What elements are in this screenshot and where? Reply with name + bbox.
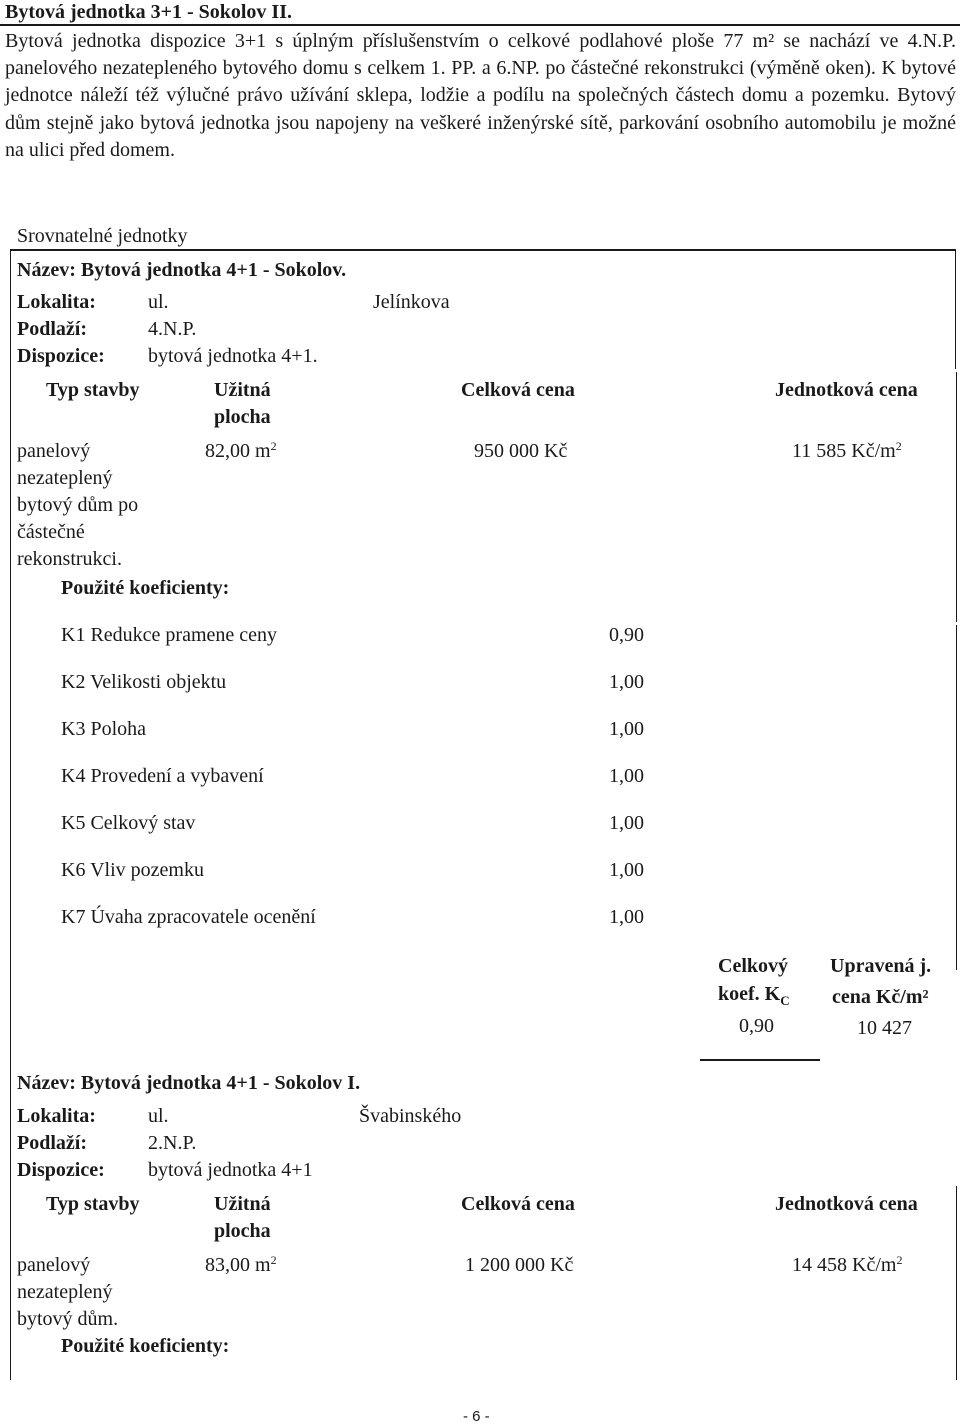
adjusted-price-value: 10 427 xyxy=(857,1017,912,1039)
coef-k3-value: 1,00 xyxy=(609,718,644,740)
unit1-header-celkova: Celková cena xyxy=(461,379,575,401)
unit1-lokalita-street: Jelínkova xyxy=(373,291,450,313)
coef-k3-name: K3 Poloha xyxy=(61,718,146,740)
unit1-jednotkova-value: 11 585 $Kč/m^2$ xyxy=(792,439,902,462)
unit1-plocha-value: 82,00 $m^2$ xyxy=(205,439,277,462)
total-underline xyxy=(700,1059,820,1061)
unit1-celkova-value: 950 000 Kč xyxy=(474,440,568,462)
coef-k6-name: K6 Vliv pozemku xyxy=(61,859,204,881)
unit2-koeficienty-label: Použité koeficienty: xyxy=(61,1335,230,1357)
coef-k7-value: 1,00 xyxy=(609,906,644,928)
unit2-plocha-value: 83,00 $m^2$ xyxy=(205,1253,277,1276)
frame-right-border-lower xyxy=(956,625,957,970)
unit2-celkova-value: 1 200 000 Kč xyxy=(465,1254,574,1276)
section-rule xyxy=(10,249,956,251)
unit1-name: Název: Bytová jednotka 4+1 - Sokolov. xyxy=(17,259,347,281)
unit1-typ-line: bytový dům po xyxy=(17,494,139,516)
unit1-podlazi-value: 4.N.P. xyxy=(148,318,197,340)
unit2-lokalita-prefix: ul. xyxy=(148,1105,169,1127)
unit2-dispozice-value: bytová jednotka 4+1 xyxy=(148,1159,313,1181)
heading-rule xyxy=(0,24,960,26)
frame-right-border-mid xyxy=(956,372,957,622)
coef-k1-name: K1 Redukce pramene ceny xyxy=(61,624,278,646)
unit2-jednotkova-value: 14 458 $Kč/m^2$ xyxy=(792,1253,903,1276)
page-number: - 6 - xyxy=(463,1408,490,1425)
unit1-typ-line: nezateplený xyxy=(17,467,113,489)
coef-k4-name: K4 Provedení a vybavení xyxy=(61,765,264,787)
adjusted-price-label-2: cena Kč/m² xyxy=(832,986,929,1008)
unit2-header-typ: Typ stavby xyxy=(46,1193,140,1215)
unit1-typ-line: částečné xyxy=(17,521,85,543)
coef-k7-name: K7 Úvaha zpracovatele ocenění xyxy=(61,906,316,928)
unit2-lokalita-street: Švabinského xyxy=(359,1105,462,1127)
unit1-lokalita-label: Lokalita: xyxy=(17,291,96,313)
coef-k4-value: 1,00 xyxy=(609,765,644,787)
section-title: Srovnatelné jednotky xyxy=(17,225,188,247)
unit2-typ-line: nezateplený xyxy=(17,1281,113,1303)
coef-k2-name: K2 Velikosti objektu xyxy=(61,671,227,693)
frame-left-border xyxy=(10,249,11,1380)
unit1-dispozice-value: bytová jednotka 4+1. xyxy=(148,345,318,367)
adjusted-price-label-1: Upravená j. xyxy=(830,955,932,977)
page-heading: Bytová jednotka 3+1 - Sokolov II. xyxy=(5,1,292,23)
unit1-header-uzitna: Užitná xyxy=(214,379,271,401)
frame-right-border-top xyxy=(955,249,956,369)
unit1-typ-line: panelový xyxy=(17,440,91,462)
unit2-header-plocha: plocha xyxy=(214,1220,271,1242)
unit2-lokalita-label: Lokalita: xyxy=(17,1105,96,1127)
intro-paragraph: Bytová jednotka dispozice 3+1 s úplným příslušenstvím o celkové podlahové ploše 77 m² se nachází ve 4.N.P. panelového nezatepleného bytového domu s celkem 1. PP. a 6.NP. po částečné rekonstrukci (výměně oken). K bytové jednotce náleží též výlučné právo užívání sklepa, lodžie a podílu na společných částech domu a pozemku. Bytový dům stejně jako bytová jednotka jsou napojeny na veškeré inženýrské sítě, parkování osobního automobilu je možné na ulici před domem. xyxy=(5,30,956,161)
total-coef-label-2: koef. $K_C$ xyxy=(718,983,790,1008)
total-coef-value: 0,90 xyxy=(739,1015,774,1037)
unit1-podlazi-label: Podlaží: xyxy=(17,318,87,340)
unit1-typ-line: rekonstrukci. xyxy=(17,548,122,570)
unit1-header-plocha: plocha xyxy=(214,406,271,428)
unit2-header-jednotkova: Jednotková cena xyxy=(775,1193,918,1215)
unit2-typ-line: panelový xyxy=(17,1254,91,1276)
unit1-dispozice-label: Dispozice: xyxy=(17,345,105,367)
unit2-name: Název: Bytová jednotka 4+1 - Sokolov I. xyxy=(17,1072,361,1094)
unit1-koeficienty-label: Použité koeficienty: xyxy=(61,577,230,599)
unit2-podlazi-label: Podlaží: xyxy=(17,1132,87,1154)
unit1-header-typ: Typ stavby xyxy=(46,379,140,401)
unit2-header-uzitna: Užitná xyxy=(214,1193,271,1215)
coef-k5-name: K5 Celkový stav xyxy=(61,812,196,834)
total-coef-label-1: Celkový xyxy=(718,955,788,977)
unit2-header-celkova: Celková cena xyxy=(461,1193,575,1215)
unit1-header-jednotkova: Jednotková cena xyxy=(775,379,918,401)
unit1-lokalita-prefix: ul. xyxy=(148,291,169,313)
unit2-podlazi-value: 2.N.P. xyxy=(148,1132,197,1154)
coef-k5-value: 1,00 xyxy=(609,812,644,834)
frame-right-border-bottom xyxy=(956,1186,957,1380)
unit2-typ-line: bytový dům. xyxy=(17,1308,119,1330)
coef-k1-value: 0,90 xyxy=(609,624,644,646)
unit2-dispozice-label: Dispozice: xyxy=(17,1159,105,1181)
coef-k6-value: 1,00 xyxy=(609,859,644,881)
coef-k2-value: 1,00 xyxy=(609,671,644,693)
